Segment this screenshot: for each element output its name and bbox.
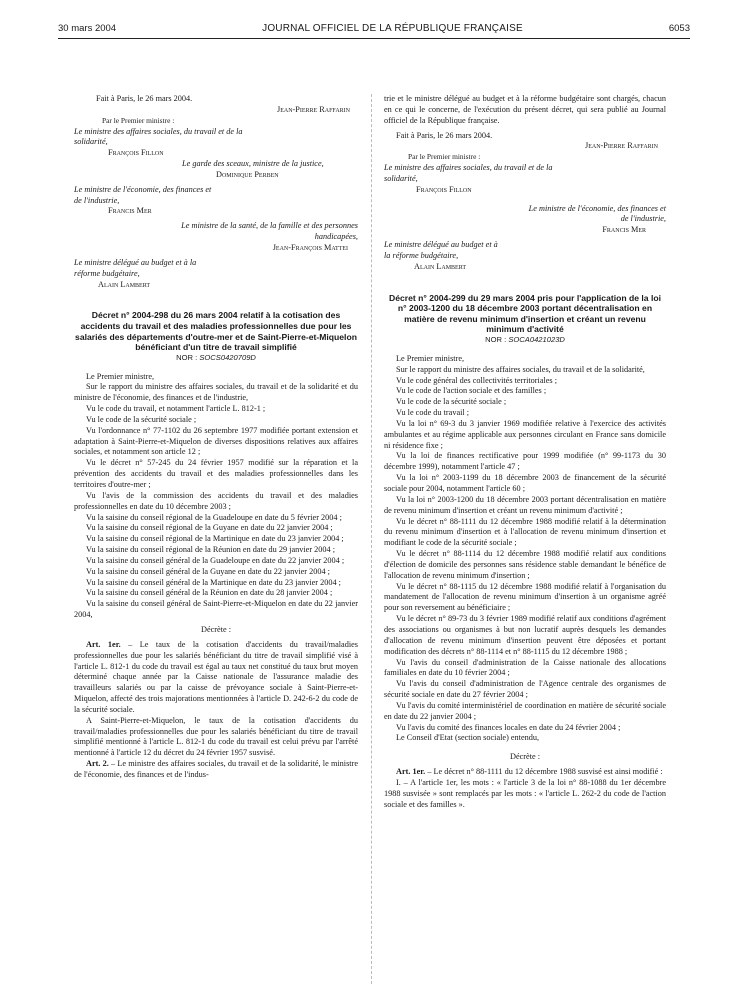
article-text: – Le décret n° 88-1111 du 12 décembre 1988 susvisé est ainsi modifié : bbox=[425, 767, 663, 777]
minister-name: Alain Lambert bbox=[414, 261, 467, 271]
minister-title: Le ministre de l'économie, des finances et de l'industrie, bbox=[74, 184, 212, 205]
minister-name: Alain Lambert bbox=[98, 279, 151, 289]
journal-title: JOURNAL OFFICIEL DE LA RÉPUBLIQUE FRANÇAISE bbox=[262, 22, 523, 34]
minister-name: Dominique Perben bbox=[216, 169, 279, 179]
left-column bbox=[74, 94, 358, 781]
signatory-name: Jean-Pierre Raffarin bbox=[584, 141, 658, 151]
body-paragraph: Vu l'avis du comité interministériel de coordination en matière de sécurité sociale en date du 22 janvier 2004 ; bbox=[384, 700, 666, 721]
article-2 bbox=[74, 759, 358, 781]
minister-name: François Fillon bbox=[108, 148, 164, 158]
minister-name: Francis Mer bbox=[108, 206, 152, 216]
body-paragraph: Vu le décret n° 89-73 du 3 février 1989 modifié relatif aux conditions d'agrément des associations ou organismes à but non lucratif auprès desquels les demandes d'allocation de revenu minimum d'insertion peuvent être déposées et portant modification des décrets n° 88-1114 et n° 88-1115 du 12 décembre 1988 ; bbox=[384, 614, 666, 656]
continued-paragraph: trie et le ministre délégué au budget et à la réforme budgétaire sont chargés, chacun en ce qui le concerne, de l'exécution du présent décret, qui sera publié au Journal officiel de la République française. bbox=[384, 94, 666, 125]
page-header bbox=[58, 20, 690, 36]
body-paragraph: Vu la loi n° 69-3 du 3 janvier 1969 modifiée relative à l'exercice des activités ambulantes et au régime applicable aux personnes circulant en France sans domicile ni résidence fixe ; bbox=[384, 418, 666, 450]
body-paragraph: Vu la saisine du conseil général de la Réunion en date du 28 janvier 2004 ; bbox=[86, 588, 333, 598]
article-text: – Le taux de la cotisation d'accidents du travail/maladies professionnelles due pour les salariés bénéficiant du titre de travail simplifié visé à l'article L. 812-1 du code du travail est égal au taux net constitué du taux brut moyen déterminé chaque année par la Caisse nationale de l'assurance maladie des travailleurs salariés ou par la caisse de prévoyance sociale à Saint-Pierre-et-Miquelon, affecté des trois majorations mentionnées à l'article D. 242-6-2 du code de la sécurité sociale. bbox=[74, 639, 358, 714]
decree-title: Décret n° 2004-298 du 26 mars 2004 relatif à la cotisation des accidents du travail et des maladies professionnelles due pour les salariés des départements d'outre-mer et de Saint-Pierre-et-Miquelon bénéficiant d'un titre de travail simplifié bbox=[75, 310, 357, 353]
body-paragraph: Vu le décret n° 57-245 du 24 février 1957 modifié sur la réparation et la prévention des accidents du travail et des maladies professionnelles dans les territoires d'outre-mer ; bbox=[74, 458, 358, 489]
body-paragraph: Le Premier ministre, bbox=[86, 371, 155, 381]
body-paragraph: Vu l'avis du comité des finances locales en date du 24 février 2004 ; bbox=[396, 722, 621, 732]
minister-title: Le ministre de la santé, de la famille et des personnes handicapées, bbox=[181, 221, 358, 242]
article-1 bbox=[74, 640, 358, 716]
header-date: 30 mars 2004 bbox=[58, 22, 117, 34]
body-paragraph: Vu l'avis du conseil d'administration de la Caisse nationale des allocations familiales en date du 10 février 2004 ; bbox=[384, 657, 666, 678]
body-paragraph: Vu le code du travail ; bbox=[396, 408, 470, 418]
body-paragraph: Vu la saisine du conseil régional de la Réunion en date du 29 janvier 2004 ; bbox=[86, 545, 336, 555]
body-paragraph: Sur le rapport du ministre des affaires sociales, du travail et de la solidarité et du ministre de l'économie, des finances et de l'industrie, bbox=[74, 382, 358, 403]
minister-title: Le ministre des affaires sociales, du travail et de la solidarité, bbox=[384, 163, 553, 183]
body-paragraph: A Saint-Pierre-et-Miquelon, le taux de la cotisation d'accidents du travail/maladies professionnelles due pour les salariés bénéficiant du titre de travail simplifié mentionné à l'article L. 812-1 du code du travail est celui prévu par l'arrêté mentionné à l'article 12 du décret du 24 février 1957 susvisé. bbox=[74, 715, 358, 758]
body-paragraph: Vu le code du travail, et notamment l'article L. 812-1 ; bbox=[86, 404, 266, 414]
body-paragraph: Vu la saisine du conseil régional de la Martinique en date du 23 janvier 2004 ; bbox=[86, 534, 344, 544]
minister-name: Francis Mer bbox=[602, 225, 646, 235]
body-paragraph: Sur le rapport du ministre des affaires sociales, du travail et de la solidarité, bbox=[396, 364, 645, 374]
body-paragraph: Vu la saisine du conseil général de la Guyane en date du 22 janvier 2004 ; bbox=[86, 566, 330, 576]
signature-place-date: Fait à Paris, le 26 mars 2004. bbox=[396, 130, 493, 140]
page-number: 6053 bbox=[668, 22, 690, 34]
body-paragraph: Vu la saisine du conseil général de la Guadeloupe en date du 22 janvier 2004 ; bbox=[86, 555, 345, 565]
article-text: – Le ministre des affaires sociales, du travail et de la solidarité, le ministre de l'économie, des finances et de l'indus- bbox=[74, 759, 358, 779]
body-paragraph: Vu l'avis de la commission des accidents du travail et des maladies professionnelles en date du 10 décembre 2003 ; bbox=[74, 490, 358, 511]
signatory-intro: Par le Premier ministre : bbox=[408, 152, 481, 162]
body-paragraph: Vu la saisine du conseil général de Saint-Pierre-et-Miquelon en date du 22 janvier 2004, bbox=[74, 599, 358, 620]
nor-code: SOCS0420709D bbox=[199, 352, 256, 362]
decree-title: Décret n° 2004-299 du 29 mars 2004 pris pour l'application de la loi n° 2003-1200 du 18 décembre 2003 portant décentralisation en matière de revenu minimum d'insertion et créant un revenu minimum d'activité bbox=[389, 292, 661, 335]
article-1 bbox=[384, 767, 666, 778]
body-paragraph: Vu la saisine du conseil régional de la Guadeloupe en date du 5 février 2004 ; bbox=[86, 512, 342, 522]
body-paragraph: Le Premier ministre, bbox=[396, 353, 465, 363]
decree-body bbox=[74, 372, 358, 781]
header-rule bbox=[58, 38, 690, 39]
nor-reference bbox=[74, 353, 358, 364]
body-paragraph: Vu le code général des collectivités territoriales ; bbox=[396, 375, 557, 385]
body-paragraph: Vu le décret n° 88-1111 du 12 décembre 1988 modifié relatif à la détermination du revenu minimum d'insertion et à l'allocation de revenu minimum d'insertion et modifiant le code de la sécurité sociale ; bbox=[384, 516, 666, 548]
minister-name: Jean-François Mattei bbox=[272, 242, 348, 252]
body-paragraph: I. – A l'article 1er, les mots : « l'article 3 de la loi n° 88-1088 du 1er décembre 1988 susvisée » sont remplacés par les mots : « l'article L. 262-2 du code de l'action sociale et des familles ». bbox=[384, 777, 666, 809]
nor-label: NOR : bbox=[485, 335, 507, 345]
article-label: Art. 1er. bbox=[396, 767, 426, 777]
body-paragraph: Vu le code de la sécurité sociale ; bbox=[396, 397, 507, 407]
body-paragraph: Vu le décret n° 88-1114 du 12 décembre 1988 modifié relatif aux conditions d'élection de domicile des personnes sans résidence stable demandant le bénéfice de l'allocation de revenu minimum d'insertion ; bbox=[384, 549, 666, 580]
article-label: Art. 1er. bbox=[86, 639, 121, 649]
body-paragraph: Le Conseil d'Etat (section sociale) entendu, bbox=[396, 733, 540, 743]
body-paragraph: Vu la loi de finances rectificative pour 1999 modifiée (n° 99-1173 du 30 décembre 1999), notamment l'article 47 ; bbox=[384, 451, 666, 472]
nor-label: NOR : bbox=[176, 352, 198, 362]
right-column bbox=[384, 94, 666, 810]
signature-place-date: Fait à Paris, le 26 mars 2004. bbox=[96, 94, 193, 103]
nor-reference bbox=[384, 335, 666, 346]
minister-name: François Fillon bbox=[416, 184, 472, 194]
article-label: Art. 2. bbox=[86, 759, 109, 769]
minister-title: Le ministre des affaires sociales, du travail et de la solidarité, bbox=[74, 126, 243, 147]
body-paragraph: Vu le code de l'action sociale et des familles ; bbox=[396, 386, 547, 396]
body-paragraph: Vu la loi n° 2003-1199 du 18 décembre 2003 de financement de la sécurité sociale pour 2004, notamment l'article 60 ; bbox=[384, 473, 666, 493]
minister-title: Le ministre délégué au budget et à la réforme budgétaire, bbox=[74, 257, 197, 278]
minister-title: Le ministre de l'économie, des finances et de l'industrie, bbox=[528, 203, 666, 224]
decree-body bbox=[384, 354, 666, 811]
signatory-name: Jean-Pierre Raffarin bbox=[276, 104, 350, 114]
nor-code: SOCA0421023D bbox=[508, 335, 565, 345]
decrete-heading: Décrète : bbox=[510, 752, 540, 762]
body-paragraph: Vu l'avis du conseil d'administration de l'Agence centrale des organismes de sécurité sociale en date du 27 février 2004 ; bbox=[384, 679, 666, 700]
decrete-heading: Décrète : bbox=[201, 624, 231, 634]
column-separator bbox=[371, 94, 372, 984]
minister-title: Le garde des sceaux, ministre de la justice, bbox=[182, 159, 324, 169]
body-paragraph: Vu le code de la sécurité sociale ; bbox=[86, 414, 197, 424]
body-paragraph: Vu la saisine du conseil régional de la Guyane en date du 22 janvier 2004 ; bbox=[86, 523, 333, 533]
body-paragraph: Vu la loi n° 2003-1200 du 18 décembre 2003 portant décentralisation en matière de revenu minimum d'insertion et créant un revenu minimum d'activité ; bbox=[384, 494, 666, 515]
signatory-intro: Par le Premier ministre : bbox=[102, 115, 175, 125]
body-paragraph: Vu la saisine du conseil général de la Martinique en date du 23 janvier 2004 ; bbox=[86, 577, 341, 587]
body-paragraph: Vu le décret n° 88-1115 du 12 décembre 1988 modifié relatif à l'organisation du mandatement de l'allocation de revenu minimum d'insertion à un organisme agréé pour son reversement au bénéficiaire ; bbox=[384, 581, 666, 613]
minister-title: Le ministre délégué au budget et à la réforme budgétaire, bbox=[384, 240, 498, 260]
body-paragraph: Vu l'ordonnance n° 77-1102 du 26 septembre 1977 modifiée portant extension et adaptation à Saint-Pierre-et-Miquelon de diverses dispositions relatives aux affaires sociales, et notamment son article 12 ; bbox=[74, 425, 358, 457]
